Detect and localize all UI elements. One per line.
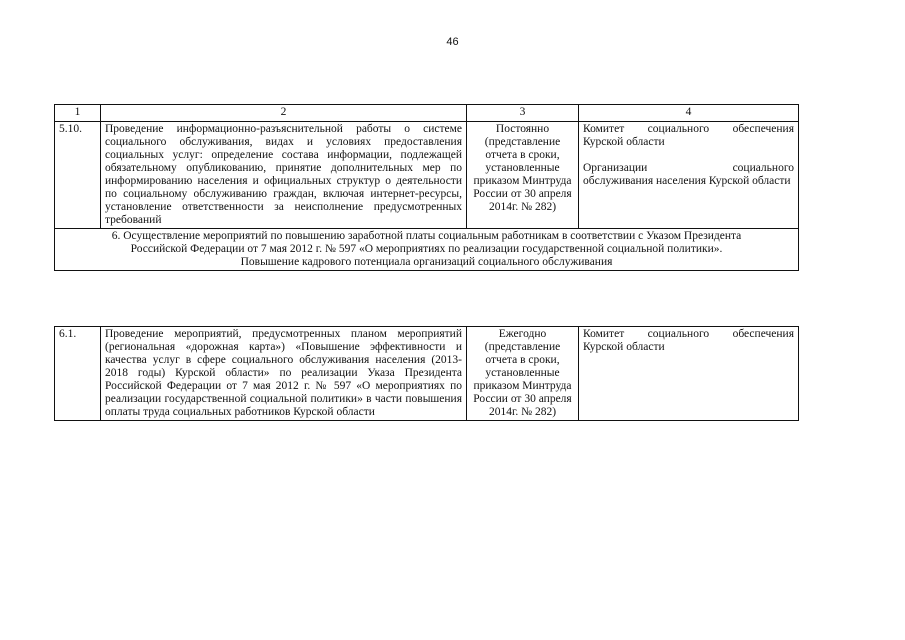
measures-table-section-6: [54, 326, 799, 421]
section-heading-line2: Российской Федерации от 7 мая 2012 г. № 597 «О мероприятиях по реализации государственной социальной политики».: [130, 243, 723, 255]
measure-description: Проведение мероприятий, предусмотренных планом мероприятий (региональная «дорожная карта») «Повышение эффективности и качества услуг в сфере социального обслуживания населения (2013-2018 годы) Курской области» по реализации Указа Президента Российской Федерации от 7 мая 2012 г. № 597 «О мероприятиях по реализации государственной социальной политики» в части повышения оплаты труда социальных работников Курской области: [101, 327, 467, 421]
header-col-4: 4: [579, 105, 799, 122]
row-number: 6.1.: [55, 327, 101, 421]
page-number: 46: [446, 36, 459, 48]
section-heading-row: [55, 229, 799, 271]
responsible-organizations-word2: социального: [732, 162, 794, 174]
table-row: [55, 122, 799, 229]
section-heading: [55, 229, 799, 271]
responsible-organizations-rest: обслуживания населения Курской области: [583, 175, 791, 187]
responsible-organizations-word1: Организации: [583, 162, 648, 174]
deadline-cell: Постоянно (представление отчета в сроки, установленные приказом Минтруда России от 30 апреля 2014г. № 282): [467, 122, 579, 229]
section-heading-line1: 6. Осуществление мероприятий по повышению заработной платы социальным работникам в соответствии с Указом Президента: [111, 230, 742, 242]
measure-description: Проведение информационно-разъяснительной работы о системе социального обслуживания, видах и условиях предоставления социальных услуг: определение состава информации, подлежащей обязательному опубликованию, принятие дополнительных мер по информированию населения и официальных структур о деятельности по социальному обслуживанию граждан, включая интернет-ресурсы, установление ответственности за неисполнение предусмотренных требований: [101, 122, 467, 229]
row-number: 5.10.: [55, 122, 101, 229]
measures-table: [54, 104, 799, 271]
table-row: [55, 327, 799, 421]
responsible-organizations: [583, 162, 794, 188]
header-col-1: 1: [55, 105, 101, 122]
header-col-3: 3: [467, 105, 579, 122]
section-heading-line3: Повышение кадрового потенциала организаций социального обслуживания: [240, 256, 613, 268]
header-col-2: 2: [101, 105, 467, 122]
table-header-row: [55, 105, 799, 122]
responsible-cell: Комитет социального обеспечения Курской области: [579, 327, 799, 421]
responsible-cell: [579, 122, 799, 229]
responsible-committee: Комитет социального обеспечения Курской области: [583, 123, 794, 148]
deadline-cell: Ежегодно (представление отчета в сроки, установленные приказом Минтруда России от 30 апреля 2014г. № 282): [467, 327, 579, 421]
